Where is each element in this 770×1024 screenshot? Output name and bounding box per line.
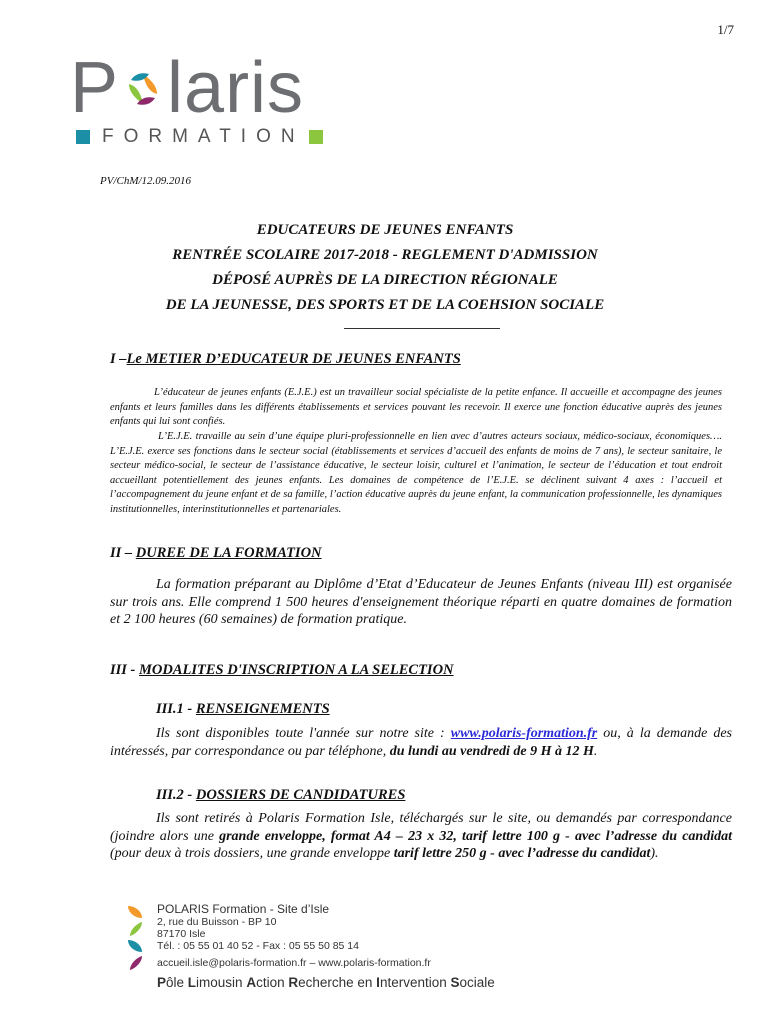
subsection-3-2-paragraph: Ils sont retirés à Polaris Formation Isle, téléchargés sur le site, ou demandés par correspondance (joindre alors une grande enveloppe, format A4 – 23 x 32, tarif lettre 100 g - avec l’adresse du candidat (pour deux à trois dossiers, une grande enveloppe tarif lettre 250 g - avec l’adresse du candidat). [110, 811, 732, 861]
footer-contact: accueil.isle@polaris-formation.fr – www.polaris-formation.fr [157, 957, 431, 969]
logo-o-flower-icon [119, 48, 167, 128]
section-1-heading: I –Le METIER D’EDUCATEUR DE JEUNES ENFANTS [110, 351, 461, 367]
title-line-4: DE LA JEUNESSE, DES SPORTS ET DE LA COEHSION SOCIALE [165, 297, 605, 313]
logo-letters-laris: laris [167, 48, 305, 128]
footer-tagline: Pôle Limousin Action Recherche en Intervention Sociale [157, 975, 495, 990]
polaris-logo [70, 48, 340, 158]
green-square-icon [309, 130, 323, 144]
footer-address-line-2: 87170 Isle [157, 928, 206, 940]
page-number: 1/7 [717, 22, 734, 37]
title-line-1: EDUCATEURS DE JEUNES ENFANTS [256, 222, 514, 238]
title-line-3: DÉPOSÉ AUPRÈS DE LA DIRECTION RÉGIONALE [212, 272, 558, 288]
website-link[interactable]: www.polaris-formation.fr [450, 726, 598, 741]
section-3-heading: III - MODALITES D'INSCRIPTION A LA SELECTION [110, 662, 454, 678]
logo-formation-text: FORMATION [102, 126, 305, 147]
footer-organization: POLARIS Formation - Site d’Isle [157, 902, 330, 916]
footer-address-line-1: 2, rue du Buisson - BP 10 [157, 916, 277, 928]
title-divider [344, 328, 500, 329]
subsection-3-1-heading: III.1 - RENSEIGNEMENTS [156, 701, 330, 717]
logo-wordmark [70, 48, 304, 128]
section-1-paragraph-1: L’éducateur de jeunes enfants (E.J.E.) est un travailleur social spécialiste de la petite enfance. Il accueille et accompagne des jeunes enfants et leurs familles dans les différents établissements et services pouvant les recevoir. Il exerce une fonction éducative auprès des jeunes enfants qui lui sont confiés. [110, 387, 722, 428]
section-2-heading: II – DUREE DE LA FORMATION [110, 545, 322, 561]
section-1-paragraph-2: L’E.J.E. travaille au sein d’une équipe pluri-professionnelle en lien avec d’autres acteurs sociaux, médico-sociaux, économiques…. L’E.J.E. exerce ses fonctions dans le secteur social (établissements et services d’accueil des enfants de moins de 7 ans), le secteur sanitaire, le secteur médico-social, le secteur de l’assistance éducative, le secteur loisir, culturel et l’animation, le secteur de l’éducation et tout endroit accueillant potentiellement des jeunes enfants. Les domaines de compétence de l’E.J.E. se déclinent suivant 4 axes : l’accueil et l’accompagnement du jeune enfant et de sa famille, l’action éducative auprès du jeune enfant, la communication professionnelle, les dynamiques institutionnelles, interinstitutionnelles et partenariales. [110, 431, 722, 515]
logo-subtitle [76, 126, 323, 148]
teal-square-icon [76, 130, 90, 144]
footer-phone-fax: Tél. : 05 55 01 40 52 - Fax : 05 55 50 85 14 [157, 940, 359, 952]
subsection-3-1-paragraph: Ils sont disponibles toute l'année sur notre site : www.polaris-formation.fr ou, à la demande des intéressés, par correspondance ou par téléphone, du lundi au vendredi de 9 H à 12 H. [110, 726, 732, 759]
section-2-paragraph: La formation préparant au Diplôme d’Etat d’Educateur de Jeunes Enfants (niveau III) est organisée sur trois ans. Elle comprend 1 500 heures d'enseignement théorique réparti en quatre domaines de formation et 2 100 heures (60 semaines) de formation pratique. [110, 577, 732, 627]
document-reference: PV/ChM/12.09.2016 [100, 175, 192, 187]
footer-petals-icon [124, 904, 146, 970]
subsection-3-2-heading: III.2 - DOSSIERS DE CANDIDATURES [156, 787, 406, 803]
title-line-2: RENTRÉE SCOLAIRE 2017-2018 - REGLEMENT D'ADMISSION [172, 247, 598, 263]
logo-letter-p: P [70, 48, 120, 128]
